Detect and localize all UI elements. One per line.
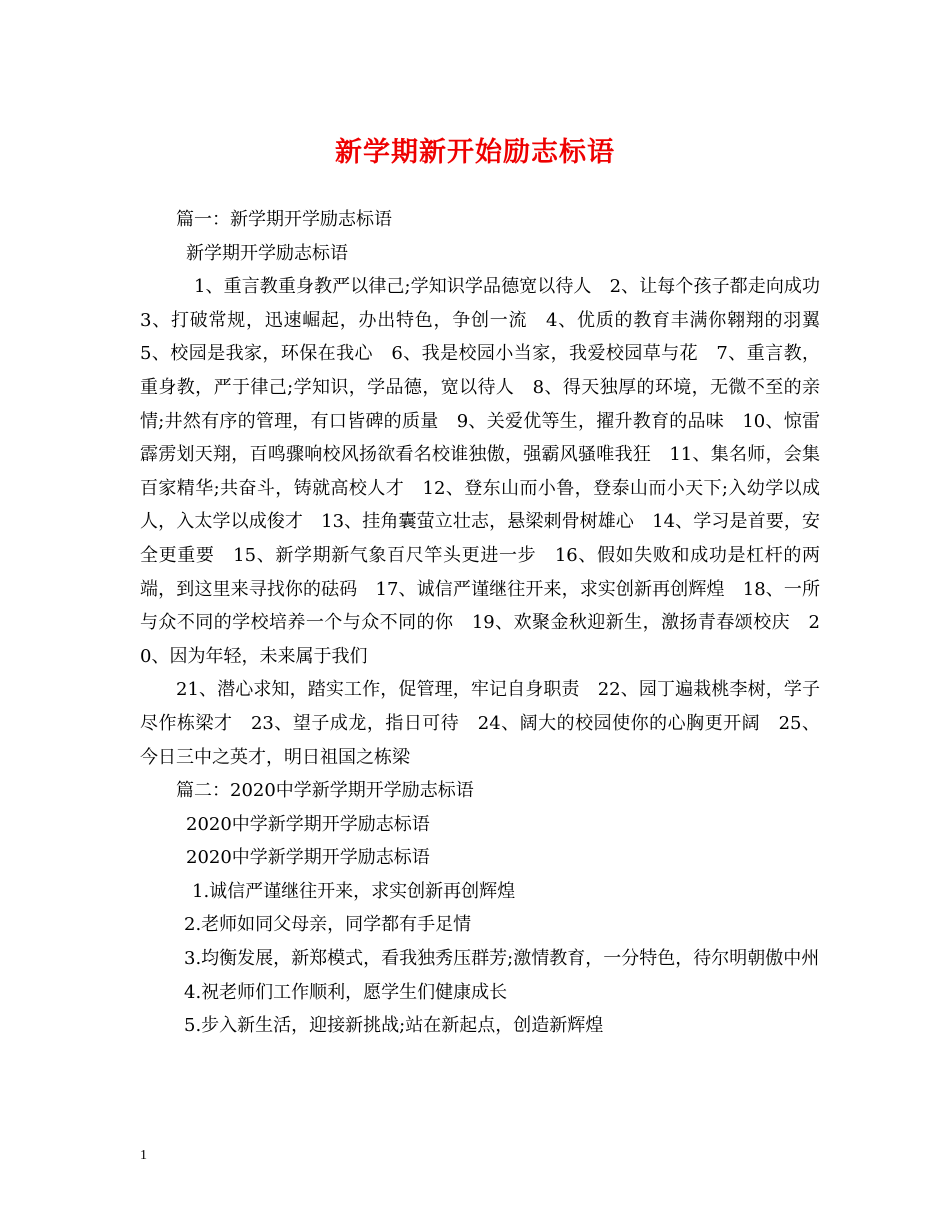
page-number: 1 xyxy=(140,1148,147,1163)
document-body xyxy=(140,203,838,1043)
list-item: 4.祝老师们工作顺利，愿学生们健康成长 xyxy=(184,981,508,1003)
section-heading-1: 篇一：新学期开学励志标语 xyxy=(176,209,392,230)
slogan-paragraph-1: 1、重言教重身教严以律己;学知识学品德宽以待人 2、让每个孩子都走向成功 3、打破常规，迅速崛起，办出特色，争创一流 4、优质的教育丰满你翱翔的羽翼 5、校园是我家，环保在我心 6、我是校园小当家，我爱校园草与花 7、重言教，重身教，严于律己;学知识，学品德，宽以待人 8、得天独厚的环境，无微不至的亲情;井然有序的管理，有口皆碑的质量 9、关爱优等生，擢升教育的品味 10、惊雷霹雳划天翔，百鸣骤响校风扬欲看名校谁独傲，强霸风骚唯我狂 11、集名师，会集百家精华;共奋斗，铸就高校人才 12、登东山而小鲁，登泰山而小天下;入幼学以成人，入太学以成俊才 13、挂角囊萤立壮志，悬梁刺骨树雄心 14、学习是首要，安全更重要 15、新学期新气象百尺竿头更进一步 16、假如失败和成功是杠杆的两端，到这里来寻找你的砝码 17、诚信严谨继往开来，求实创新再创辉煌 18、一所与众不同的学校培养一个与众不同的你 19、欢聚金秋迎新生，激扬青春颂校庆 20、因为年轻，未来属于我们 xyxy=(140,276,838,667)
section-heading-2: 篇二：2020中学新学期开学励志标语 xyxy=(176,780,474,802)
sub-heading-2: 2020中学新学期开学励志标语 xyxy=(186,813,430,835)
list-item: 5.步入新生活，迎接新挑战;站在新起点，创造新辉煌 xyxy=(184,1015,604,1037)
list-item: 2.老师如同父母亲，同学都有手足情 xyxy=(184,914,472,936)
list-item: 3.均衡发展，新郑模式，看我独秀压群芳;激情教育，一分特色，待尔明朝傲中州 xyxy=(184,948,820,970)
document-title: 新学期新开始励志标语 xyxy=(335,137,615,168)
sub-heading-3: 2020中学新学期开学励志标语 xyxy=(186,847,430,869)
sub-heading-1: 新学期开学励志标语 xyxy=(186,242,348,264)
list-item: 1.诚信严谨继往开来，求实创新再创辉煌 xyxy=(192,880,516,902)
slogan-paragraph-2: 21、潜心求知，踏实工作，促管理，牢记自身职责 22、园丁遍栽桃李树，学子尽作栋梁才 23、望子成龙，指日可待 24、阔大的校园使你的心胸更开阔 25、今日三中之英才，明日祖国之栋梁 xyxy=(140,679,820,768)
